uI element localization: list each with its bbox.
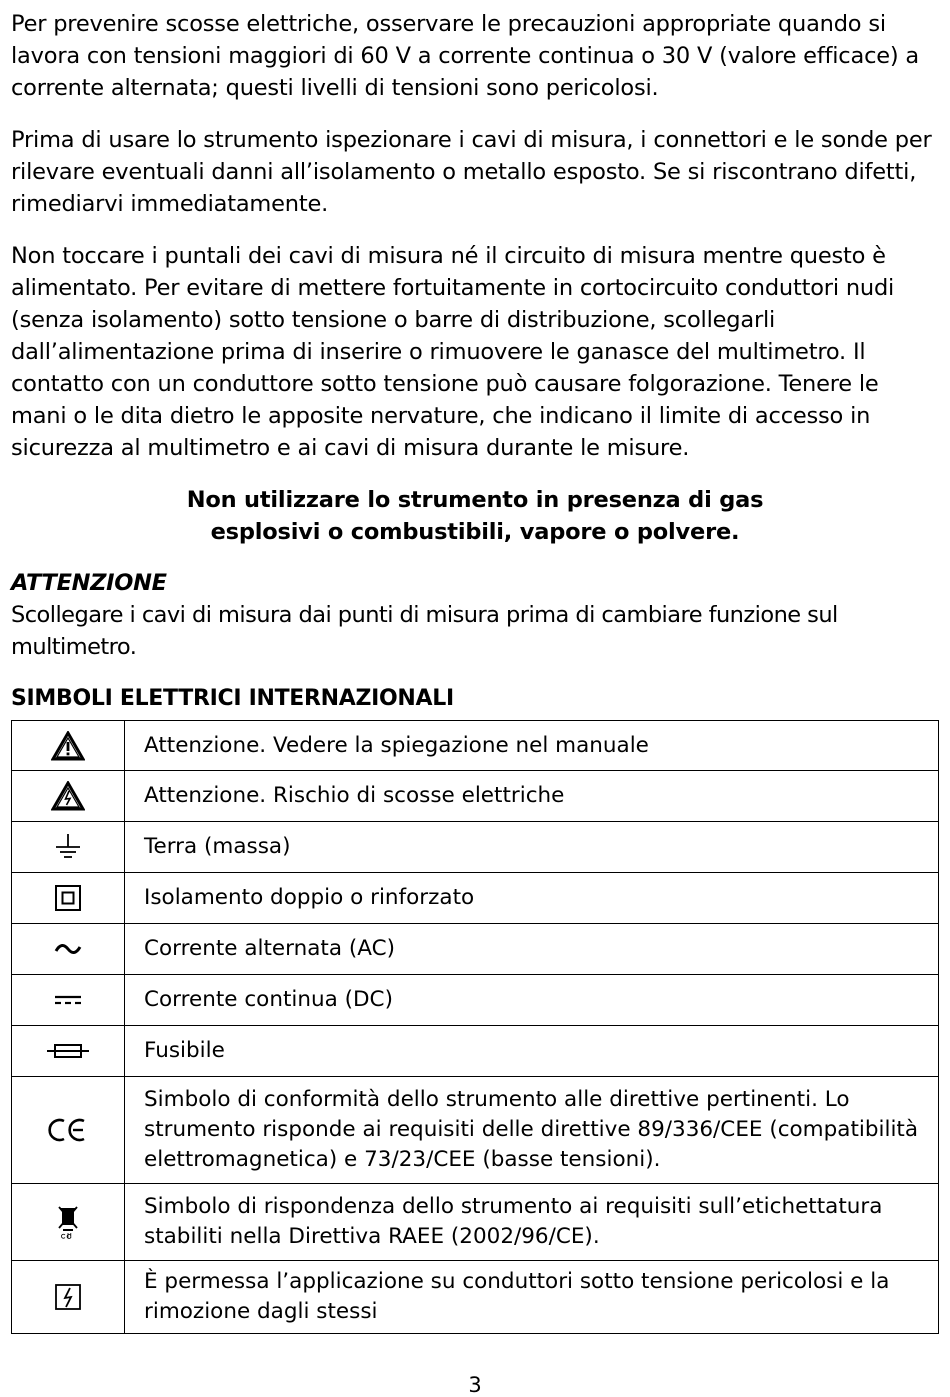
symbol-description: Corrente continua (DC): [125, 975, 939, 1026]
symbol-description: Attenzione. Vedere la spiegazione nel manuale: [125, 721, 939, 771]
symbol-description: Attenzione. Rischio di scosse elettriche: [125, 771, 939, 822]
double-insulation-icon: [54, 884, 82, 912]
ground-icon: [54, 832, 82, 862]
symbol-description: È permessa l’applicazione su conduttori sotto tensione pericolosi e la rimozione dagli stessi: [125, 1261, 939, 1334]
paragraph-voltage-precautions: Per prevenire scosse elettriche, osservare le precauzioni appropriate quando si lavora con tensioni maggiori di 60 V a corrente continua o 30 V (valore efficace) a corrente alternata; questi livelli di tensioni sono pericolosi.: [11, 11, 919, 101]
table-row: [12, 1261, 939, 1334]
explosive-gas-warning-line1: Non utilizzare lo strumento in presenza di gas: [186, 487, 764, 513]
symbol-description: Simbolo di conformità dello strumento alle direttive pertinenti. Lo strumento risponde ai requisiti delle direttive 89/336/CEE (compatibilità elettromagnetica) e 73/23/CEE (basse tensioni).: [125, 1077, 939, 1184]
ce-mark-icon: [48, 1117, 88, 1143]
paragraph-live-circuit: Non toccare i puntali dei cavi di misura né il circuito di misura mentre questo è alimentato. Per evitare di mettere fortuitamente in cortocircuito conduttori nudi (senza isolamento) sotto tensione o barre di distribuzione, scollegarli dall’alimentazione prima di inserire o rimuovere le ganasce del multimetro. Il contatto con un conduttore sotto tensione può causare folgorazione. Tenere le mani o le dita dietro le apposite nervature, che indicano il limite di accesso in sicurezza al multimetro e ai cavi di misura durante le misure.: [11, 243, 895, 461]
symbol-description: Simbolo di rispondenza dello strumento ai requisiti sull’etichettatura stabiliti nella Direttiva RAEE (2002/96/CE).: [125, 1184, 939, 1261]
table-row: [12, 1026, 939, 1077]
table-row: [12, 1077, 939, 1184]
paragraph-inspect-leads: Prima di usare lo strumento ispezionare i cavi di misura, i connettori e le sonde per rilevare eventuali danni all’isolamento o metallo esposto. Se si riscontrano difetti, rimediarvi immediatamente.: [11, 127, 932, 217]
table-row: [12, 771, 939, 822]
dc-icon: [53, 993, 83, 1007]
ac-icon: [53, 941, 83, 957]
page-number: 3: [468, 1373, 482, 1397]
table-row: [12, 822, 939, 873]
table-row: [12, 721, 939, 771]
table-row: [12, 924, 939, 975]
symbol-description: Corrente alternata (AC): [125, 924, 939, 975]
weee-bin-icon: [58, 1205, 78, 1239]
table-row: [12, 975, 939, 1026]
symbols-table: [11, 720, 939, 1334]
explosive-gas-warning-line2: esplosivi o combustibili, vapore o polvere.: [210, 519, 740, 545]
document-page: [11, 8, 939, 1334]
fuse-icon: [46, 1043, 90, 1059]
symbol-description: Fusibile: [125, 1026, 939, 1077]
live-conductor-icon: [54, 1283, 82, 1311]
table-row: [12, 873, 939, 924]
warning-triangle-icon: [51, 731, 85, 761]
symbols-heading: SIMBOLI ELETTRICI INTERNAZIONALI: [11, 686, 454, 711]
explosive-gas-warning: [11, 484, 939, 548]
symbol-description: Terra (massa): [125, 822, 939, 873]
table-row: [12, 1184, 939, 1261]
attention-heading: ATTENZIONE: [11, 570, 167, 596]
attention-text: Scollegare i cavi di misura dai punti di misura prima di cambiare funzione sul multimetro.: [11, 602, 838, 660]
symbol-description: Isolamento doppio o rinforzato: [125, 873, 939, 924]
shock-hazard-triangle-icon: [51, 781, 85, 811]
